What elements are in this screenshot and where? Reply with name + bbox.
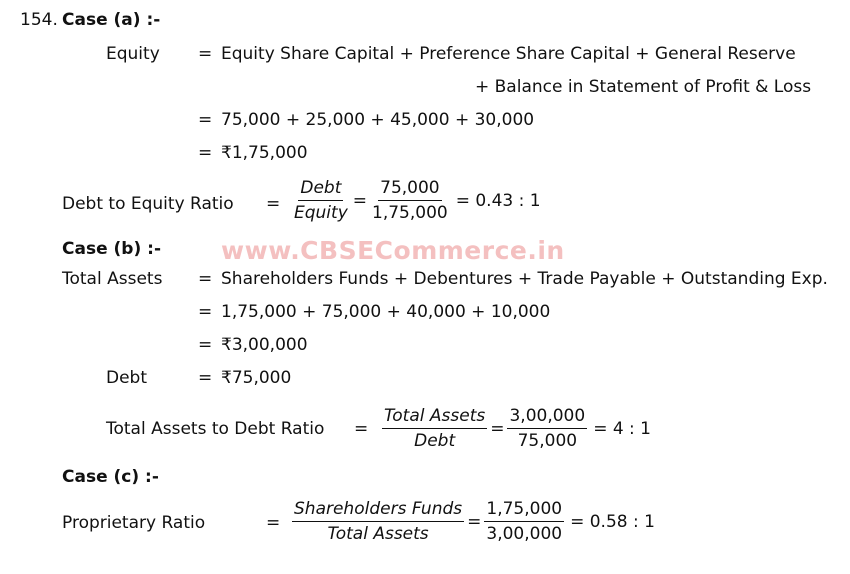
fraction-numerator: 1,75,000 — [484, 498, 564, 522]
fraction-numerator: Debt — [298, 177, 343, 201]
fraction-numerator: Total Assets — [382, 405, 487, 429]
equity-substitution: 75,000 + 25,000 + 45,000 + 30,000 — [221, 110, 535, 130]
equals-sign: = — [198, 143, 213, 163]
equity-label: Equity — [106, 44, 160, 64]
question-number: 154. — [20, 10, 58, 30]
ratio-result: = 0.43 : 1 — [455, 190, 541, 211]
fraction-denominator: Equity — [294, 203, 348, 223]
equals-sign: = — [198, 368, 213, 388]
ratio-result: = 0.58 : 1 — [570, 511, 655, 532]
word-fraction — [292, 498, 464, 545]
fraction-denominator: Total Assets — [327, 524, 429, 544]
fraction-numerator: 75,000 — [378, 177, 441, 201]
equals-sign: = — [198, 269, 213, 289]
value-fraction — [370, 177, 450, 224]
debt-equity-fraction — [292, 177, 541, 224]
debt-label: Debt — [106, 368, 148, 388]
case-b-heading: Case (b) :- — [62, 239, 161, 259]
case-c-heading: Case (c) :- — [62, 467, 159, 487]
equals-sign: = — [198, 335, 213, 355]
fraction-numerator: Shareholders Funds — [292, 498, 464, 522]
word-fraction — [382, 405, 487, 452]
proprietary-fraction — [292, 498, 655, 545]
value-fraction — [507, 405, 587, 452]
watermark: www.CBSECommerce.in — [221, 236, 565, 265]
equity-formula-line2: + Balance in Statement of Profit & Loss — [475, 77, 812, 97]
total-assets-label: Total Assets — [62, 269, 163, 289]
equals-sign: = — [198, 302, 213, 322]
value-fraction — [484, 498, 564, 545]
equals-sign: = — [354, 419, 369, 439]
equals-sign: = — [198, 110, 213, 130]
equals-sign: = — [352, 190, 368, 211]
fraction-denominator: 3,00,000 — [486, 524, 563, 544]
fraction-numerator: 3,00,000 — [507, 405, 587, 429]
fraction-denominator: Debt — [414, 431, 456, 451]
equity-result: ₹1,75,000 — [221, 143, 308, 163]
equals-sign: = — [490, 418, 505, 439]
word-fraction — [292, 177, 350, 224]
total-assets-formula: Shareholders Funds + Debentures + Trade Payable + Outstanding Exp. — [221, 269, 828, 289]
total-assets-substitution: 1,75,000 + 75,000 + 40,000 + 10,000 — [221, 302, 551, 322]
equity-formula-line1: Equity Share Capital + Preference Share Capital + General Reserve — [221, 44, 796, 64]
debt-equity-ratio-label: Debt to Equity Ratio — [62, 194, 234, 214]
equals-sign: = — [266, 513, 281, 533]
case-a-heading: Case (a) :- — [62, 10, 161, 30]
proprietary-ratio-label: Proprietary Ratio — [62, 513, 206, 533]
equals-sign: = — [198, 44, 213, 64]
equals-sign: = — [266, 194, 281, 214]
fraction-denominator: 75,000 — [517, 431, 578, 451]
equals-sign: = — [467, 511, 482, 532]
assets-debt-fraction — [382, 405, 651, 452]
total-assets-debt-ratio-label: Total Assets to Debt Ratio — [106, 419, 325, 439]
fraction-denominator: 1,75,000 — [372, 203, 448, 223]
total-assets-result: ₹3,00,000 — [221, 335, 308, 355]
ratio-result: = 4 : 1 — [593, 418, 652, 439]
debt-value: ₹75,000 — [221, 368, 292, 388]
